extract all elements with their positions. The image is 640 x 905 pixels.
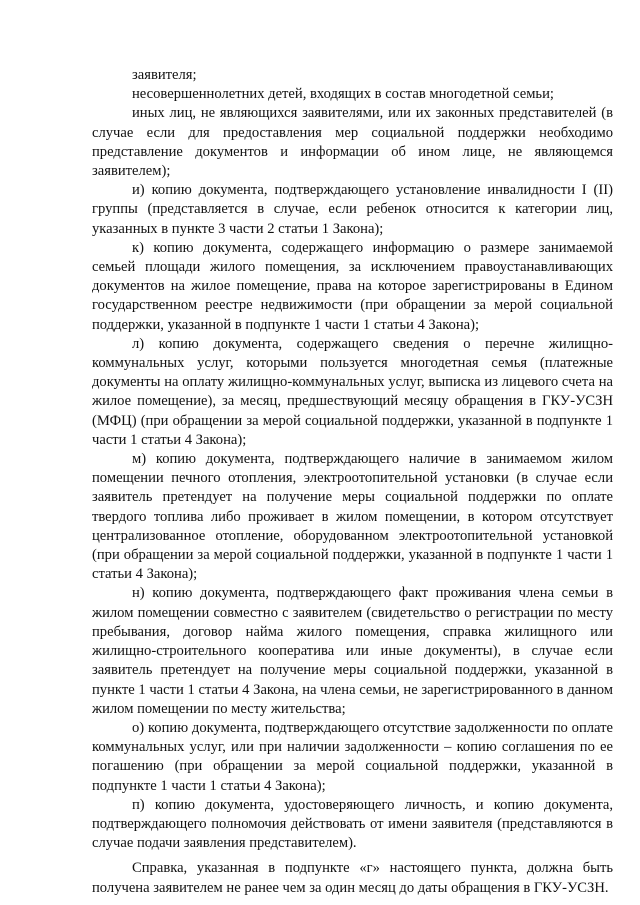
- document-body: [92, 66, 613, 898]
- paragraph-applicant: заявителя;: [132, 67, 197, 83]
- paragraph-item-o: о) копию документа, подтверждающего отсутствие задолженности по оплате коммунальных услуг, или при наличии задолженности – копию соглашения по ее погашению (при обращении за мерой социальной поддержки, указанной в подпункте 1 части 1 статьи 4 Закона);: [92, 719, 613, 794]
- paragraph-certificate-note: Справка, указанная в подпункте «г» настоящего пункта, должна быть получена заявителем не ранее чем за один месяц до даты обращения в ГКУ-УСЗН.: [92, 860, 613, 896]
- paragraph-minor-children: несовершеннолетних детей, входящих в состав многодетной семьи;: [132, 86, 554, 103]
- paragraph-item-n: н) копию документа, подтверждающего факт проживания члена семьи в жилом помещении совместно с заявителем (свидетельство о регистрации по месту пребывания, договор найма жилого помещения, справка жилищного или жилищно-строительного кооператива или иные документы), в случае если заявитель претендует на получение меры социальной поддержки, указанной в пункте 1 части 1 статьи 4 Закона, на члена семьи, не зарегистрированного в данном жилом помещении по месту жительства;: [92, 585, 613, 717]
- paragraph-item-k: к) копию документа, содержащего информацию о размере занимаемой семьей площади жилого помещения, за исключением правоустанавливающих документов на жилое помещение, права на которое зарегистрированы в Едином государственном реестре недвижимости (при обращении за мерой социальной поддержки, указанной в подпункте 1 части 1 статьи 4 Закона);: [92, 239, 613, 333]
- paragraph-other-persons: иных лиц, не являющихся заявителями, или их законных представителей (в случае если для предоставления мер социальной поддержки необходимо представление документов и информации об ином лице, не являющемся заявителем);: [92, 105, 613, 180]
- paragraph-item-p: п) копию документа, удостоверяющего личность, и копию документа, подтверждающего полномочия действовать от имени заявителя (представляются в случае подачи заявления представителем).: [92, 796, 613, 852]
- paragraph-item-l: л) копию документа, содержащего сведения о перечне жилищно-коммунальных услуг, которыми пользуется многодетная семья (платежные документы на оплату жилищно-коммунальных услуг, выписка из лицевого счета на жилое помещение), за месяц, предшествующий месяцу обращения в ГКУ-УСЗН (МФЦ) (при обращении за мерой социальной поддержки, указанной в подпункте 1 части 1 статьи 4 Закона);: [92, 335, 613, 448]
- paragraph-item-m: м) копию документа, подтверждающего наличие в занимаемом жилом помещении печного отопления, электроотопительной установки (в случае если заявитель претендует на получение меры социальной поддержки по оплате твердого топлива либо проживает в жилом помещении, в котором отсутствует централизованное отопление, оборудованном электроотопительной установкой (при обращении за мерой социальной поддержки, указанной в подпункте 1 части 1 статьи 4 Закона);: [92, 451, 613, 583]
- paragraph-item-i: и) копию документа, подтверждающего установление инвалидности I (II) группы (представляется в случае, если ребенок относится к категории лиц, указанных в пункте 3 части 2 статьи 1 Закона);: [92, 182, 613, 237]
